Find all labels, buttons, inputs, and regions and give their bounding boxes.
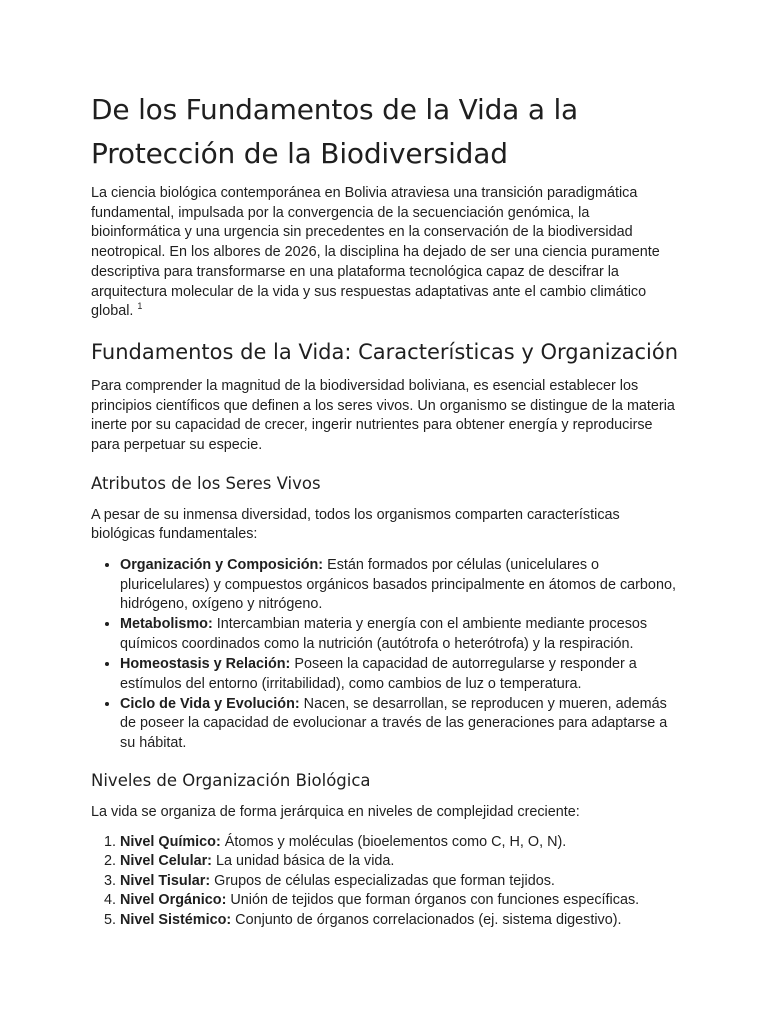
list-item-term: Metabolismo:: [120, 616, 213, 633]
list-item-term: Nivel Sistémico:: [120, 911, 232, 928]
list-item-desc: Nacen, se desarrollan, se reproducen y mueren, además de poseer la capacidad de evolucionar a través de las generaciones para adaptarse a su hábitat.: [120, 695, 668, 751]
list-item-term: Ciclo de Vida y Evolución:: [120, 695, 300, 712]
list-item-desc: Grupos de células especializadas que forman tejidos.: [210, 872, 555, 889]
atributos-list: [91, 555, 681, 753]
list-item: [120, 911, 681, 930]
subheading-niveles: Niveles de Organización Biológica: [91, 771, 371, 791]
list-item-term: Nivel Tisular:: [120, 872, 211, 889]
footnote-reference[interactable]: 1: [137, 301, 143, 312]
list-item: [120, 872, 681, 891]
list-item-desc: Conjunto de órganos correlacionados (ej. sistema digestivo).: [231, 911, 622, 928]
section-heading-fundamentos: Fundamentos de la Vida: Características y Organización: [91, 339, 679, 364]
list-item-desc: Están formados por células (unicelulares o pluricelulares) y compuestos orgánicos basados principalmente en átomos de carbono, hidrógeno, oxígeno y nitrógeno.: [120, 557, 676, 612]
section-paragraph-fundamentos: Para comprender la magnitud de la biodiversidad boliviana, es esencial establecer los principios científicos que definen a los seres vivos. Un organismo se distingue de la materia inerte por su capacidad de crecer, ingerir nutrientes para obtener energía y reproducirse para perpetuar su especie.: [91, 377, 675, 454]
list-item-desc: La unidad básica de la vida.: [211, 853, 395, 870]
intro-paragraph: [91, 184, 681, 322]
list-item-term: Nivel Orgánico:: [120, 892, 227, 909]
list-item-desc: Poseen la capacidad de autorregularse y responder a estímulos del entorno (irritabilidad), como cambios de luz o temperatura.: [120, 656, 637, 692]
list-item: [120, 654, 681, 694]
list-item-desc: Átomos y moléculas (bioelementos como C, H, O, N).: [220, 833, 567, 850]
list-item: [120, 891, 681, 910]
list-item-desc: Intercambian materia y energía con el ambiente mediante procesos químicos coordinados como la nutrición (autótrofa o heterótrofa) y la respiración.: [120, 616, 648, 652]
list-item: [120, 555, 681, 614]
intro-text: La ciencia biológica contemporánea en Bolivia atraviesa una transición paradigmática fundamental, impulsada por la convergencia de la secuenciación genómica, la bioinformática y una urgencia sin precedentes en la conservación de la biodiversidad neotropical. En los albores de 2026, la disciplina ha dejado de ser una ciencia puramente descriptiva para transformarse en una plataforma tecnológica capaz de descifrar la arquitectura molecular de la vida y sus respuestas adaptativas ante el cambio climático global.: [91, 185, 660, 320]
list-item: [120, 852, 681, 871]
list-item: [120, 833, 681, 852]
document-page: [91, 88, 681, 930]
list-item-desc: Unión de tejidos que forman órganos con funciones específicas.: [226, 892, 640, 909]
list-item-term: Homeostasis y Relación:: [120, 656, 291, 673]
subheading-atributos: Atributos de los Seres Vivos: [91, 473, 321, 493]
niveles-list: [91, 833, 681, 930]
list-item: [120, 694, 681, 753]
list-item-term: Nivel Celular:: [120, 853, 212, 870]
document-title: De los Fundamentos de la Vida a la Protección de la Biodiversidad: [91, 93, 579, 170]
list-item: [120, 614, 681, 654]
atributos-intro: A pesar de su inmensa diversidad, todos los organismos comparten características biológicas fundamentales:: [91, 506, 620, 543]
list-item-term: Nivel Químico:: [120, 833, 221, 850]
list-item-term: Organización y Composición:: [120, 557, 324, 574]
niveles-intro: La vida se organiza de forma jerárquica en niveles de complejidad creciente:: [91, 804, 580, 821]
